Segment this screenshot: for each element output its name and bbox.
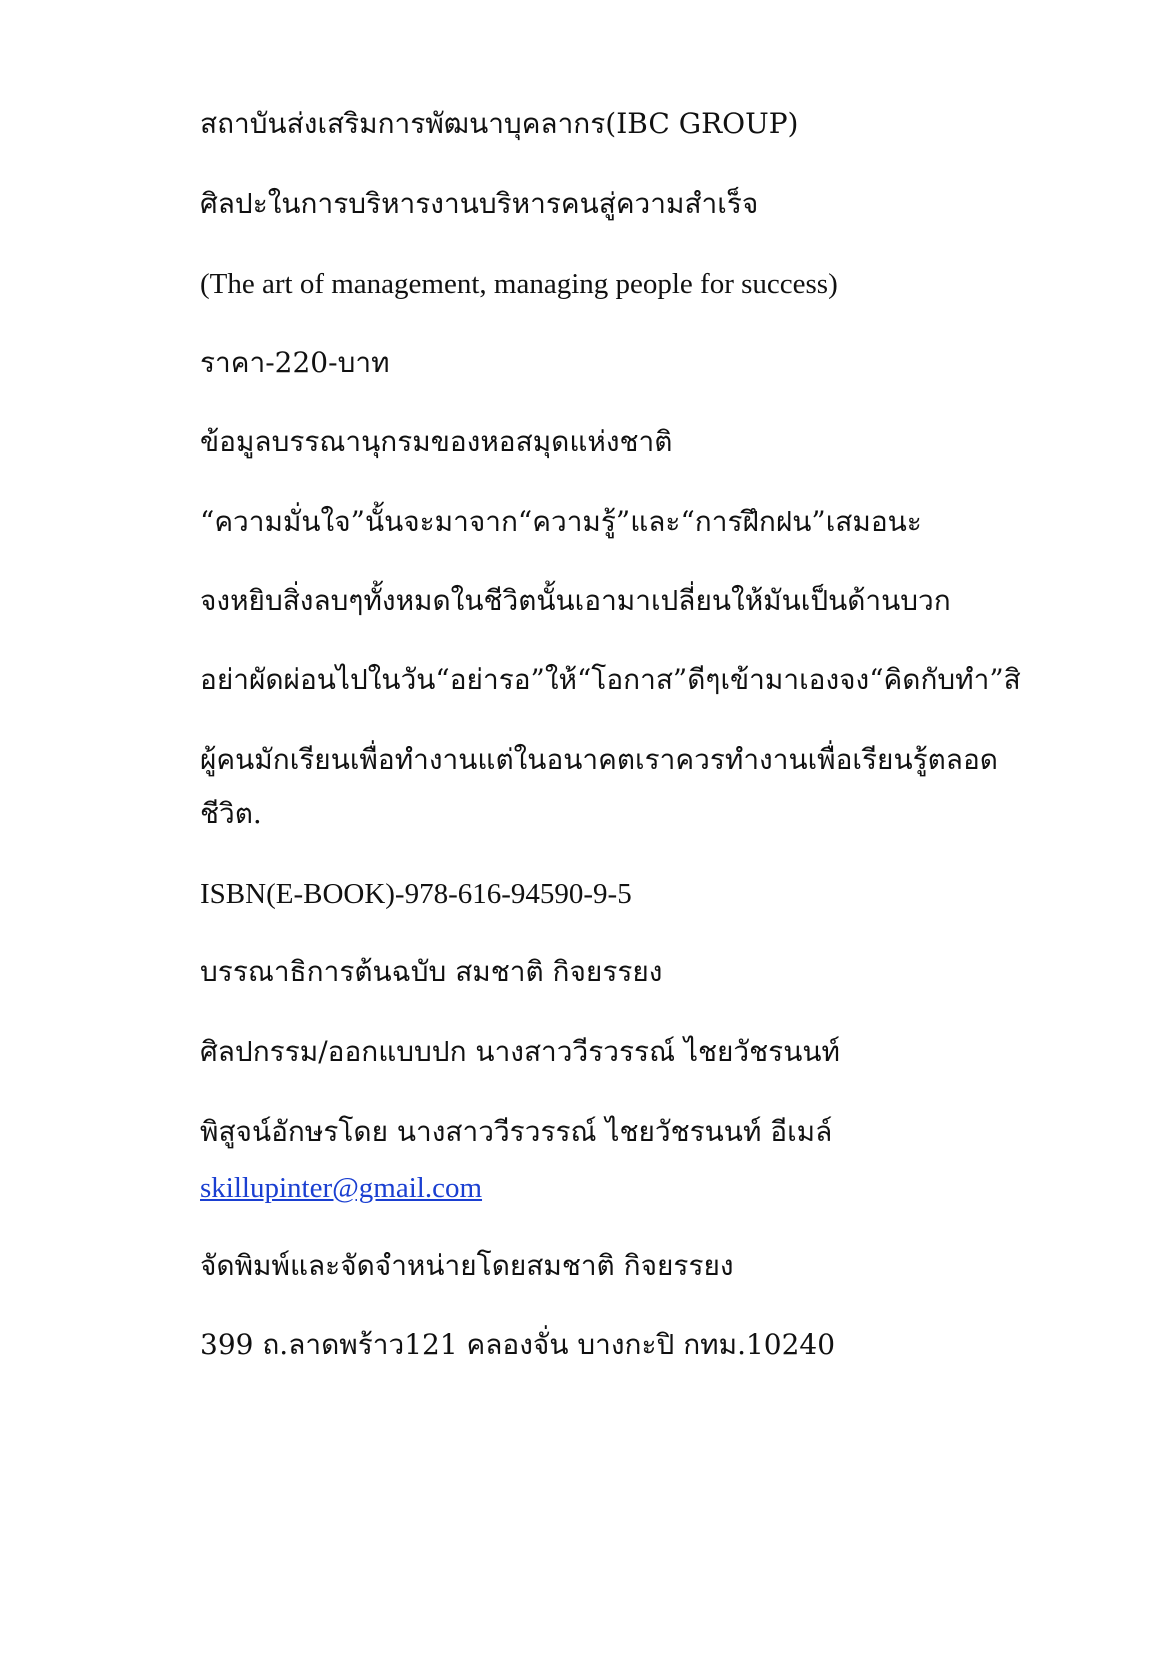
quote-learning-line2: ชีวิต. — [200, 797, 262, 830]
catalog-heading: ข้อมูลบรรณานุกรมของหอสมุดแห่งชาติ — [200, 425, 673, 458]
cover-design-line: ศิลปกรรม/ออกแบบปก นางสาววีรวรรณ์ ไชยวัชรนนท์ — [200, 1035, 840, 1068]
quote-confidence: “ความมั่นใจ”นั้นจะมาจาก“ความรู้”และ“การฝึกฝน”เสมอนะ — [200, 505, 922, 538]
institute-name: สถาบันส่งเสริมการพัฒนาบุคลากร(IBC GROUP) — [200, 107, 799, 140]
quote-positive: จงหยิบสิ่งลบๆทั้งหมดในชีวิตนั้นเอามาเปลี่ยนให้มันเป็นด้านบวก — [200, 584, 951, 617]
book-title-thai: ศิลปะในการบริหารงานบริหารคนสู่ความสำเร็จ — [200, 187, 759, 220]
email-link[interactable]: skillupinter@gmail.com — [200, 1172, 483, 1204]
proofreader-line: พิสูจน์อักษรโดย นางสาววีรวรรณ์ ไชยวัชรนนท์ อีเมล์ — [200, 1115, 833, 1148]
publisher-line: จัดพิมพ์และจัดจำหน่ายโดยสมชาติ กิจยรรยง — [200, 1249, 734, 1282]
address-line: 399 ถ.ลาดพร้าว121 คลองจั่น บางกะปิ กทม.10240 — [200, 1328, 836, 1361]
quote-opportunity: อย่าผัดผ่อนไปในวัน“อย่ารอ”ให้“โอกาส”ดีๆเข้ามาเองจง“คิดกับทำ”สิ — [200, 663, 1021, 696]
quote-learning-line1: ผู้คนมักเรียนเพื่อทำงานแต่ในอนาคตเราควรทำงานเพื่อเรียนรู้ตลอด — [200, 743, 998, 776]
editor-line: บรรณาธิการต้นฉบับ สมชาติ กิจยรรยง — [200, 955, 663, 988]
email-line — [200, 1170, 482, 1206]
book-title-english: (The art of management, managing people for success) — [200, 268, 838, 300]
isbn-line: ISBN(E-BOOK)-978-616-94590-9-5 — [200, 878, 632, 910]
price-line: ราคา-220-บาท — [200, 346, 390, 379]
